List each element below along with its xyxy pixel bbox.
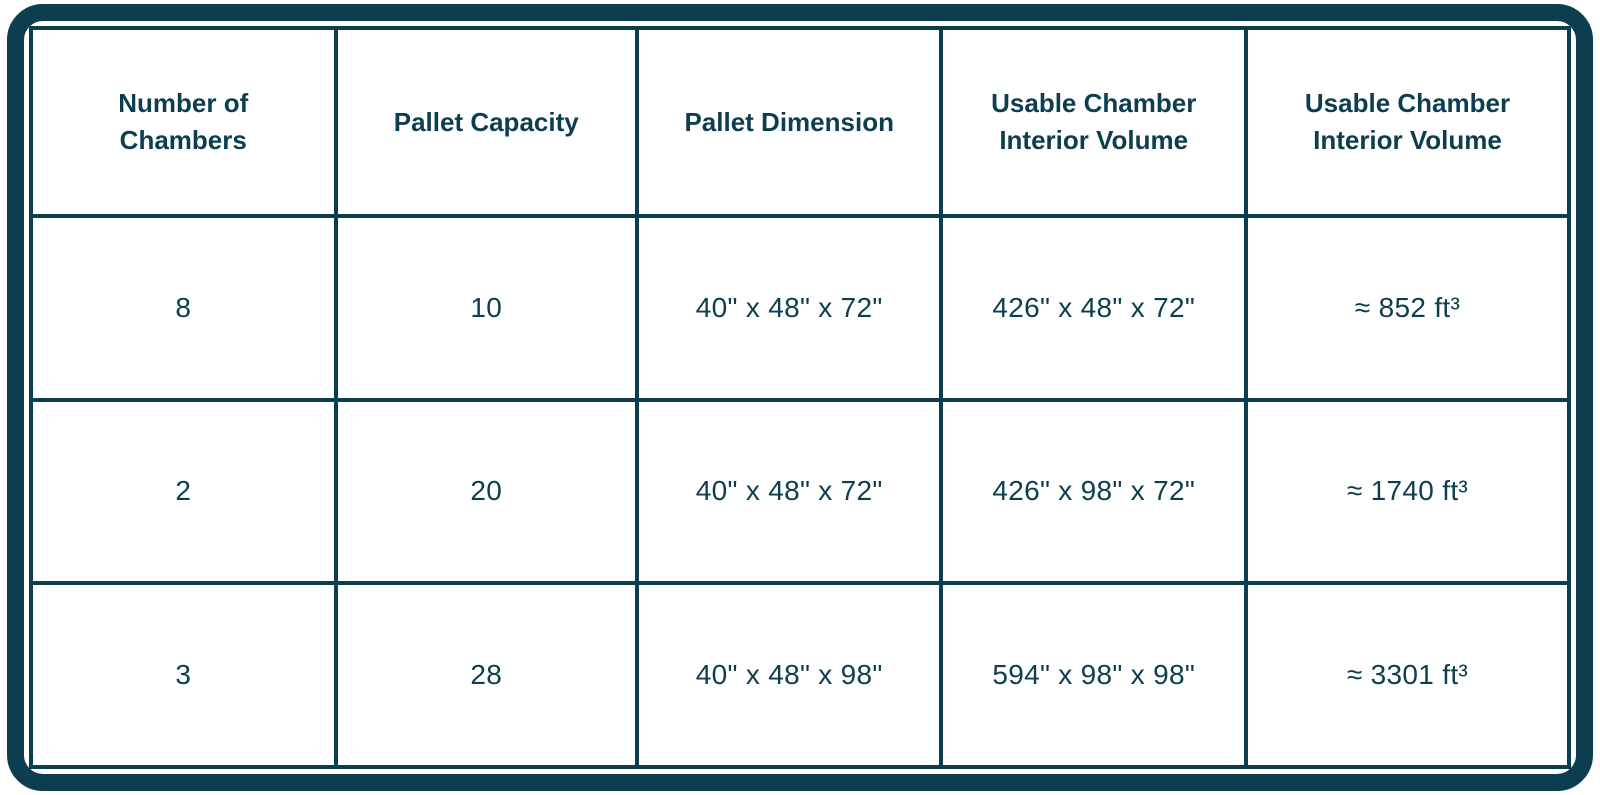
header-label: Pallet Dimension <box>684 106 894 137</box>
header-number-of-chambers <box>31 28 336 216</box>
cell-interior-volume-dims: 594" x 98" x 98" <box>941 583 1246 767</box>
table-row <box>31 583 1569 767</box>
header-label: Usable Chamber Interior Volume <box>991 88 1197 155</box>
cell-interior-volume-cuft: ≈ 1740 ft³ <box>1246 400 1569 584</box>
cell-pallet-capacity: 10 <box>336 216 637 400</box>
header-usable-chamber-interior-volume-cuft <box>1246 28 1569 216</box>
cell-interior-volume-dims: 426" x 98" x 72" <box>941 400 1246 584</box>
cell-pallet-capacity: 20 <box>336 400 637 584</box>
header-label: Usable Chamber Interior Volume <box>1304 88 1511 155</box>
cell-interior-volume-dims: 426" x 48" x 72" <box>941 216 1246 400</box>
header-label: Pallet Capacity <box>393 106 579 137</box>
table-row <box>31 216 1569 400</box>
header-label: Number of Chambers <box>118 88 249 155</box>
cell-pallet-capacity: 28 <box>336 583 637 767</box>
cell-number-of-chambers: 8 <box>31 216 336 400</box>
cell-pallet-dimension: 40" x 48" x 72" <box>637 216 942 400</box>
cell-interior-volume-cuft: ≈ 3301 ft³ <box>1246 583 1569 767</box>
cell-pallet-dimension: 40" x 48" x 98" <box>637 583 942 767</box>
header-usable-chamber-interior-volume-dims <box>941 28 1246 216</box>
header-pallet-capacity <box>336 28 637 216</box>
chamber-spec-table <box>29 26 1571 769</box>
cell-number-of-chambers: 3 <box>31 583 336 767</box>
header-pallet-dimension <box>637 28 942 216</box>
cell-number-of-chambers: 2 <box>31 400 336 584</box>
cell-interior-volume-cuft: ≈ 852 ft³ <box>1246 216 1569 400</box>
table-row <box>31 400 1569 584</box>
table-frame <box>7 4 1593 791</box>
header-row <box>31 28 1569 216</box>
cell-pallet-dimension: 40" x 48" x 72" <box>637 400 942 584</box>
